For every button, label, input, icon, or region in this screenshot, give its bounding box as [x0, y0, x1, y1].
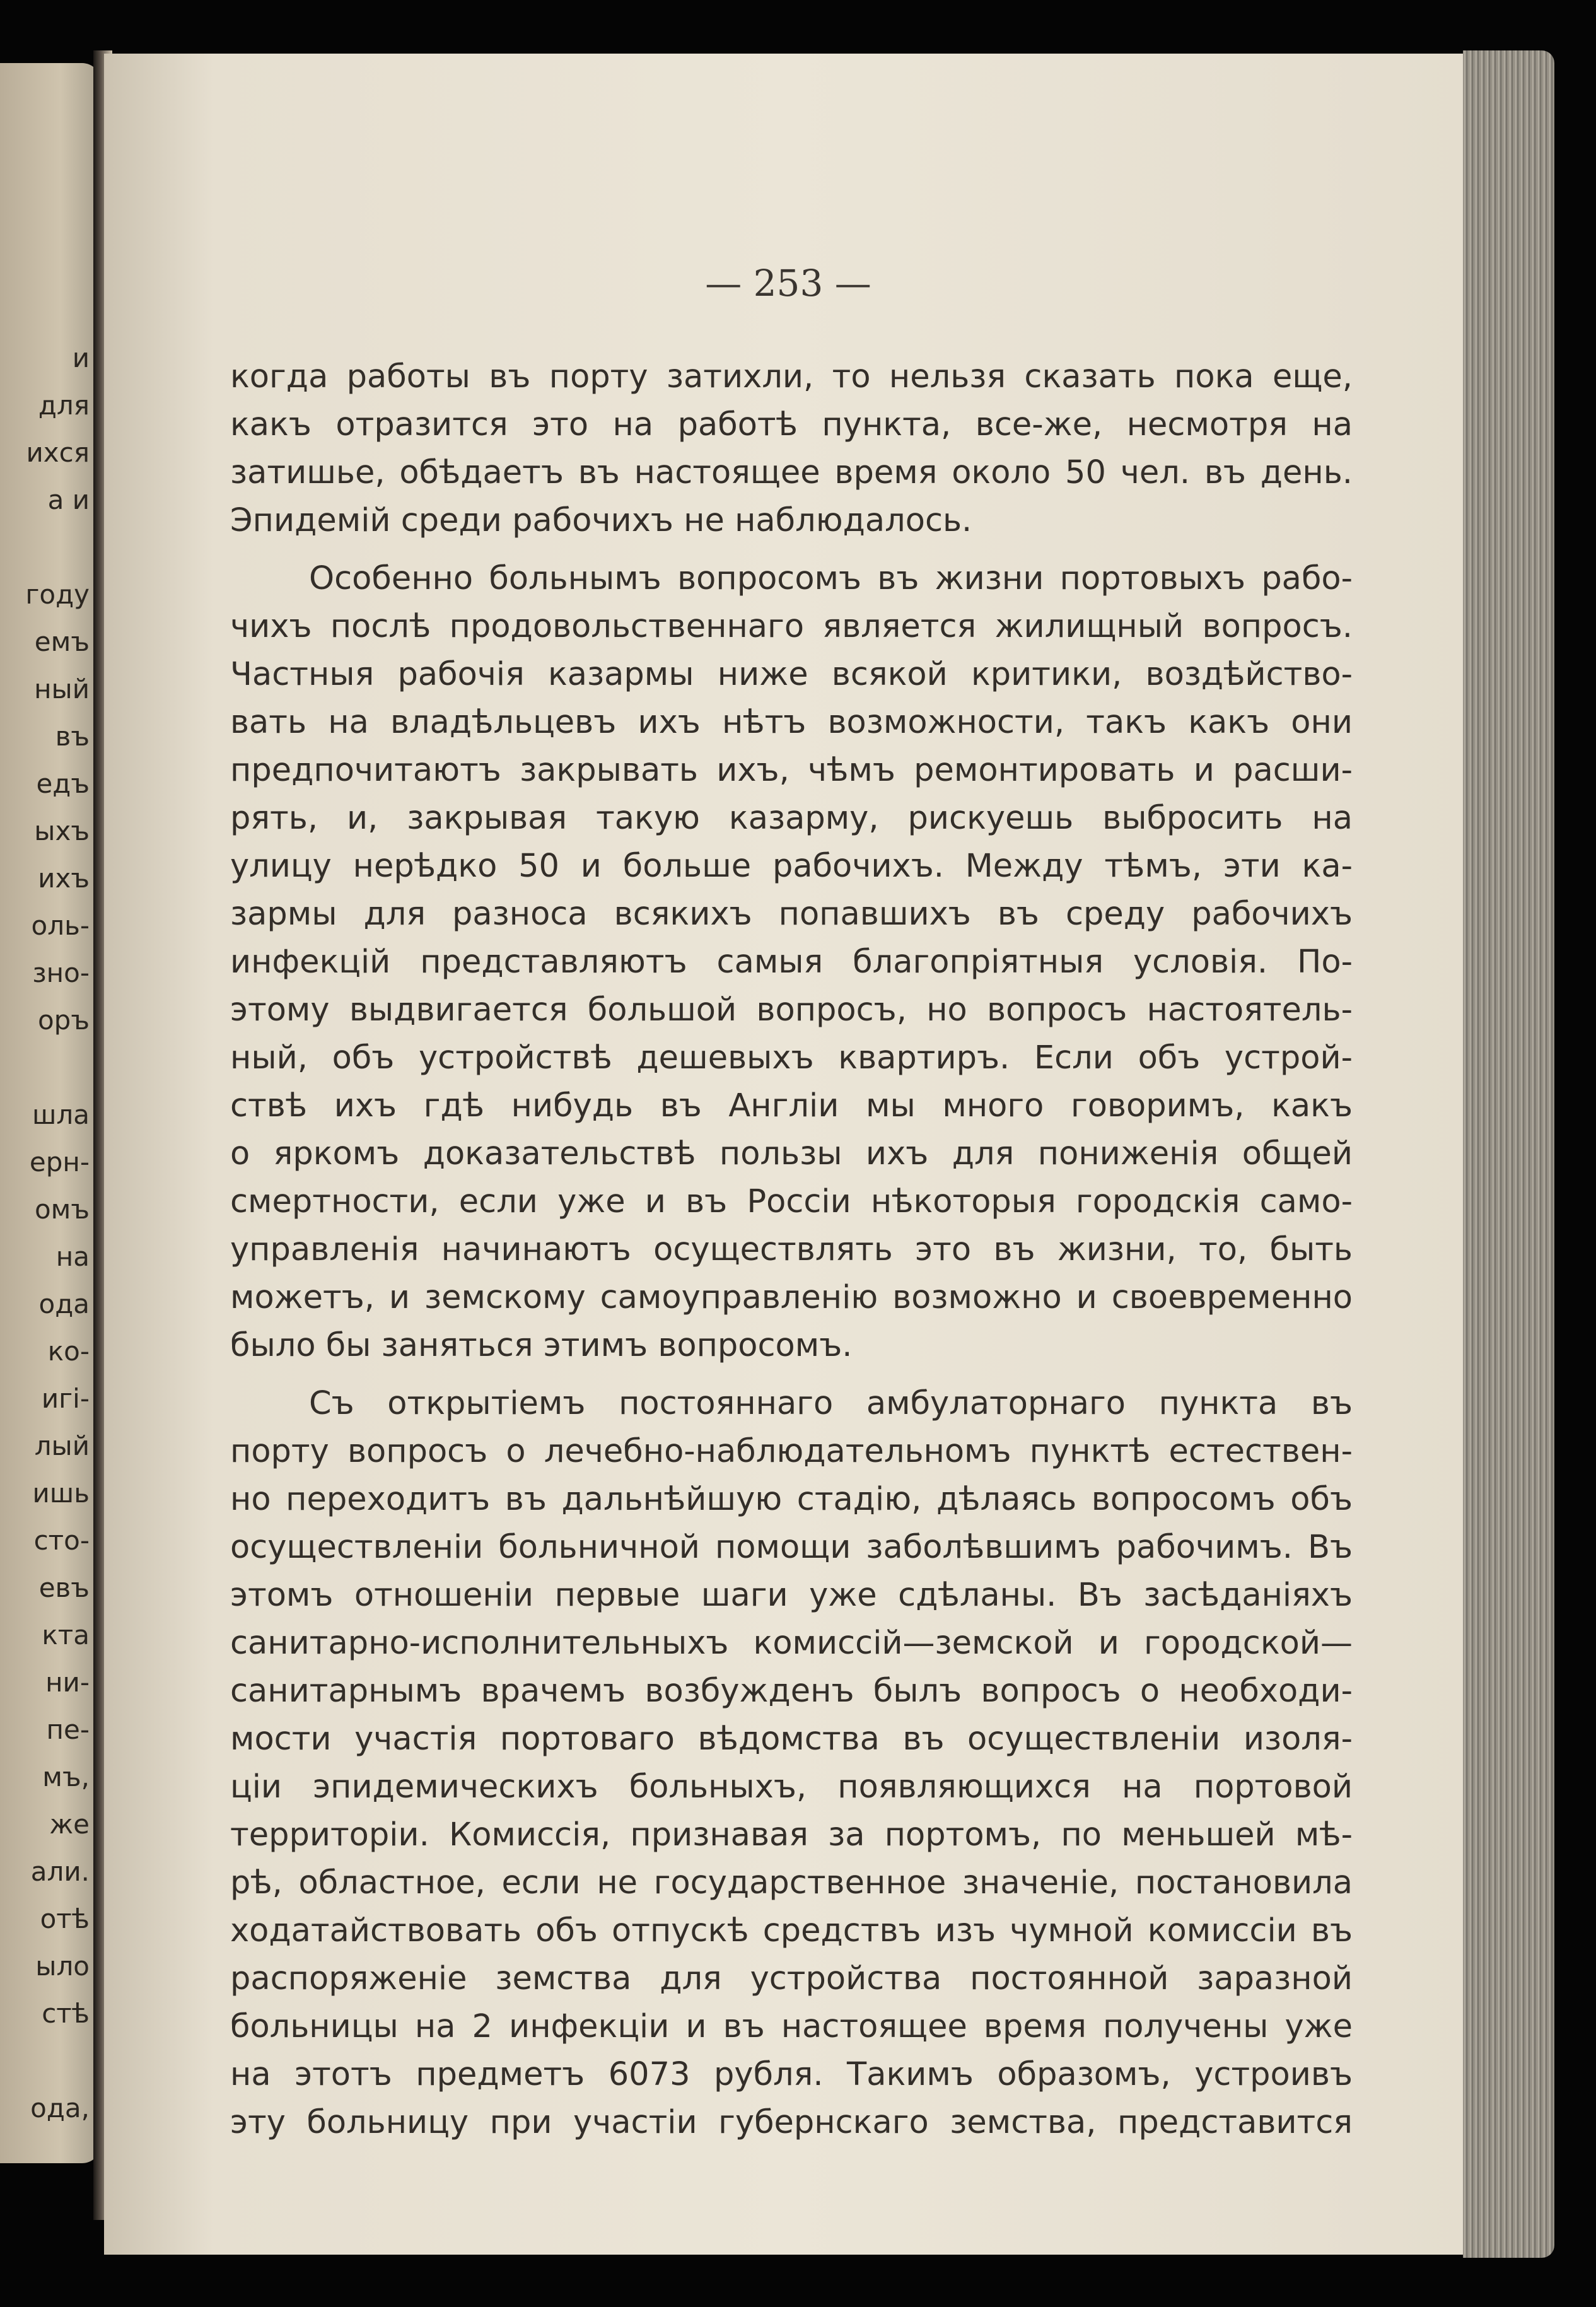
previous-page-fragment: ыло	[35, 1951, 90, 1982]
text-line: на этотъ предметъ 6073 рубля. Такимъ образомъ, устроивъ	[230, 2056, 1353, 2093]
text-line: мости участiя портоваго вѣдомства въ осуществленiи изоля-	[230, 1720, 1353, 1758]
text-line: смертности, если уже и въ Россiи нѣкоторыя городскiя само-	[230, 1183, 1353, 1220]
previous-page-fragment: ни-	[45, 1667, 90, 1698]
previous-page-fragment: кта	[42, 1620, 90, 1650]
previous-page-text-fragments	[0, 334, 95, 2132]
text-line: улицу нерѣдко 50 и больше рабочихъ. Между тѣмъ, эти ка-	[230, 848, 1353, 885]
text-line: санитарнымъ врачемъ возбужденъ былъ вопросъ о необходи-	[230, 1673, 1353, 1710]
previous-page-fragment: ко-	[47, 1336, 90, 1367]
text-line: санитарно-исполнительныхъ комиссiй—земской и городской—	[230, 1625, 1353, 1662]
page-body-text	[230, 353, 1353, 2147]
previous-page-fragment: оль-	[31, 910, 90, 941]
previous-page-fragment: игi-	[41, 1383, 90, 1414]
paragraph-gap	[230, 545, 1353, 555]
text-line: но переходитъ въ дальнѣйшую стадiю, дѣлаясь вопросомъ объ	[230, 1481, 1353, 1518]
previous-page-fragment: ерн-	[29, 1147, 90, 1177]
paragraph-gap	[230, 1370, 1353, 1380]
previous-page-fragment: и	[72, 342, 90, 373]
previous-page-fragment: зно-	[32, 957, 90, 988]
text-line: когда работы въ порту затихли, то нельзя сказать пока еще,	[230, 358, 1353, 395]
previous-page-fragment: году	[25, 579, 90, 610]
previous-page-fragment: ихся	[26, 437, 90, 468]
previous-page-fragment	[0, 2037, 95, 2084]
page-block-edge	[1463, 50, 1554, 2258]
previous-page-fragment	[0, 523, 95, 571]
text-line: распоряженiе земства для устройства постоянной заразной	[230, 1960, 1353, 1997]
previous-page-fragment: оръ	[37, 1005, 90, 1036]
text-line: рять, и, закрывая такую казарму, рискуешь выбросить на	[230, 800, 1353, 837]
text-line: цiи эпидемическихъ больныхъ, появляющихся на портовой	[230, 1768, 1353, 1806]
text-line: управленiя начинаютъ осуществлять это въ жизни, то, быть	[230, 1231, 1353, 1268]
text-line: вать на владѣльцевъ ихъ нѣтъ возможности, такъ какъ они	[230, 704, 1353, 741]
previous-page-fragment: на	[55, 1241, 90, 1272]
previous-page-fragment: сто-	[33, 1525, 90, 1556]
previous-page-fragment: для	[38, 390, 90, 421]
text-line: этому выдвигается большой вопросъ, но вопросъ настоятель-	[230, 991, 1353, 1029]
text-line: о яркомъ доказательствѣ пользы ихъ для пониженiя общей	[230, 1135, 1353, 1172]
previous-page-fragment: мъ,	[42, 1761, 90, 1792]
previous-page-fragment: омъ	[34, 1194, 90, 1225]
text-line: предпочитаютъ закрывать ихъ, чѣмъ ремонтировать и расши-	[230, 752, 1353, 789]
previous-page-fragment: емъ	[34, 626, 90, 657]
previous-page-fragment: ода,	[30, 2093, 90, 2123]
text-line: Съ открытiемъ постояннаго амбулаторнаго пункта въ	[309, 1385, 1353, 1422]
text-line: этомъ отношенiи первые шаги уже сдѣланы. Въ засѣданiяхъ	[230, 1577, 1353, 1614]
previous-page-fragment: едъ	[36, 768, 90, 799]
previous-page-fragment: лый	[34, 1430, 90, 1461]
previous-page-fragment: а и	[47, 484, 90, 515]
text-line: инфекцiй представляютъ самыя благопрiятныя условiя. По-	[230, 943, 1353, 981]
previous-page-fragment: ный	[34, 674, 90, 704]
previous-page-fragment: ишь	[32, 1478, 90, 1509]
text-line: рѣ, областное, если не государственное значенiе, постановила	[230, 1864, 1353, 1901]
text-line: Частныя рабочiя казармы ниже всякой критики, воздѣйство-	[230, 656, 1353, 693]
text-line: больницы на 2 инфекцiи и въ настоящее время получены уже	[230, 2008, 1353, 2045]
previous-page-fragment: ода	[38, 1288, 90, 1319]
previous-page-fragment: ыхъ	[34, 815, 90, 846]
text-line: можетъ, и земскому самоуправленiю возможно и своевременно	[230, 1279, 1353, 1316]
text-line: ходатайствовать объ отпускѣ средствъ изъ чумной комиссiи въ	[230, 1912, 1353, 1949]
previous-page-fragment: же	[49, 1809, 90, 1840]
text-line: было бы заняться этимъ вопросомъ.	[230, 1327, 853, 1364]
text-line: эту больницу при участiи губернскаго земства, представится	[230, 2104, 1353, 2141]
previous-page-fragment: въ	[55, 721, 90, 752]
text-line: какъ отразится это на работѣ пункта, все-же, несмотря на	[230, 406, 1353, 443]
previous-page-fragment: отѣ	[40, 1903, 90, 1934]
text-line: территорiи. Комиссiя, признавая за портомъ, по меньшей мѣ-	[230, 1816, 1353, 1854]
book-page	[104, 54, 1472, 2255]
text-line: Особенно больнымъ вопросомъ въ жизни портовыхъ рабо-	[309, 560, 1353, 597]
previous-page-fragment: пе-	[46, 1714, 90, 1745]
previous-page-fragment: шла	[32, 1099, 90, 1130]
previous-page-fragment: евъ	[38, 1572, 90, 1603]
text-line: затишье, обѣдаетъ въ настоящее время около 50 чел. въ день.	[230, 454, 1353, 491]
previous-page-fragment: али.	[30, 1856, 90, 1887]
text-line: зармы для разноса всякихъ попавшихъ въ среду рабочихъ	[230, 896, 1353, 933]
text-line: чихъ послѣ продовольственнаго является жилищный вопросъ.	[230, 608, 1353, 645]
previous-page-fragment	[0, 1044, 95, 1091]
previous-page-fragment: ихъ	[38, 863, 90, 894]
text-line: Эпидемiй среди рабочихъ не наблюдалось.	[230, 502, 972, 539]
text-line: ный, объ устройствѣ дешевыхъ квартиръ. Если объ устрой-	[230, 1039, 1353, 1077]
text-line: ствѣ ихъ гдѣ нибудь въ Англiи мы много говоримъ, какъ	[230, 1087, 1353, 1124]
previous-page-fragment: стѣ	[42, 1998, 90, 2029]
text-line: осуществленiи больничной помощи заболѣвшимъ рабочимъ. Въ	[230, 1529, 1353, 1566]
text-line: порту вопросъ о лечебно-наблюдательномъ пунктѣ естествен-	[230, 1433, 1353, 1470]
previous-page-edge	[0, 63, 101, 2163]
page-number: — 253 —	[705, 262, 871, 305]
